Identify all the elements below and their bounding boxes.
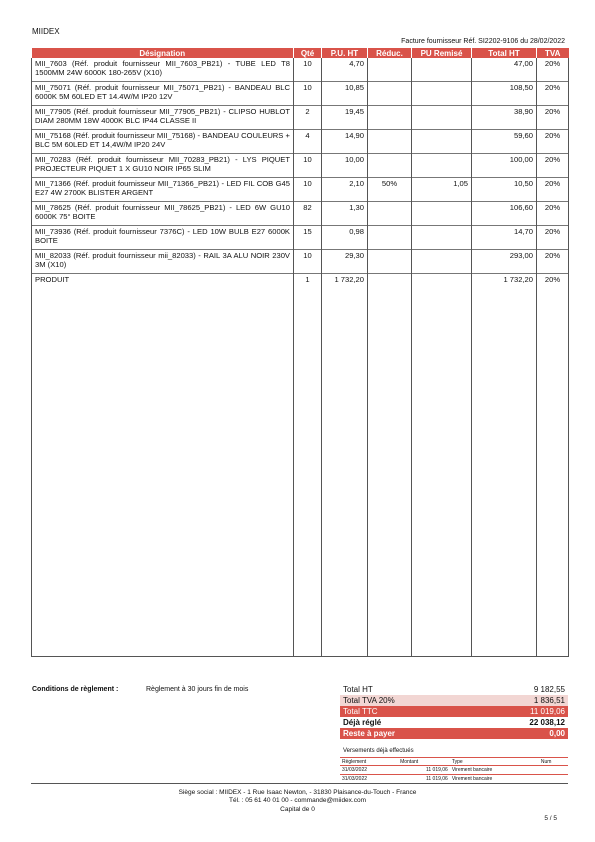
table-row bbox=[32, 153, 569, 177]
cell-qty: 82 bbox=[294, 201, 322, 225]
cell-vat: 20% bbox=[537, 58, 569, 81]
cell-total: 47,00 bbox=[472, 58, 537, 81]
table-row bbox=[32, 273, 569, 287]
cell-qty: 10 bbox=[294, 249, 322, 273]
cell-discounted-price bbox=[412, 273, 472, 287]
remaining-label: Reste à payer bbox=[343, 729, 396, 738]
cell-total: 293,00 bbox=[472, 249, 537, 273]
payment-amount: 11 019,06 bbox=[398, 766, 450, 775]
cell-discounted-price bbox=[412, 225, 472, 249]
payment-date: 31/03/2022 bbox=[340, 775, 398, 784]
payments-table bbox=[340, 757, 568, 784]
col-unit-price: P.U. HT bbox=[322, 48, 368, 58]
cell-total: 38,90 bbox=[472, 105, 537, 129]
total-ttc-label: Total TTC bbox=[343, 707, 378, 716]
cell-total: 10,50 bbox=[472, 177, 537, 201]
remaining-value: 0,00 bbox=[549, 729, 565, 738]
table-row bbox=[32, 177, 569, 201]
cell-discount bbox=[368, 273, 412, 287]
cell-discount bbox=[368, 153, 412, 177]
cell-qty: 10 bbox=[294, 81, 322, 105]
cell-unit-price: 1,30 bbox=[322, 201, 368, 225]
cell-discounted-price bbox=[412, 201, 472, 225]
cell-total: 59,60 bbox=[472, 129, 537, 153]
totals-box bbox=[340, 684, 568, 739]
remaining-row bbox=[340, 728, 568, 739]
invoice-lines-table bbox=[31, 48, 569, 657]
cell-discounted-price bbox=[412, 129, 472, 153]
total-ht-row bbox=[340, 684, 568, 695]
col-designation: Désignation bbox=[32, 48, 294, 58]
table-header bbox=[32, 48, 569, 58]
cell-designation: MII_70283 (Réf. produit fournisseur MII_70283_PB21) - LYS PIQUET PROJECTEUR PIQUET 1 X GU10 NOIR IP65 SLIM bbox=[32, 153, 294, 177]
cell-vat: 20% bbox=[537, 153, 569, 177]
payment-terms-label: Conditions de règlement : bbox=[32, 686, 119, 693]
table-row bbox=[32, 225, 569, 249]
cell-designation: MII_75168 (Réf. produit fournisseur MII_75168) - BANDEAU COULEURS + BLC 5M 60LED ET 14,4W/M IP20 24V bbox=[32, 129, 294, 153]
cell-discount bbox=[368, 81, 412, 105]
cell-designation: MII_71366 (Réf. produit fournisseur MII_71366_PB21) - LED FIL COB G45 E27 4W 2700K BLISTER ARGENT bbox=[32, 177, 294, 201]
total-vat-label: Total TVA 20% bbox=[343, 696, 395, 705]
table-row bbox=[32, 81, 569, 105]
cell-discount: 50% bbox=[368, 177, 412, 201]
footer-divider bbox=[31, 783, 568, 784]
cell-designation: PRODUIT bbox=[32, 273, 294, 287]
table-row bbox=[32, 201, 569, 225]
cell-unit-price: 0,98 bbox=[322, 225, 368, 249]
col-discounted-price: PU Remisé bbox=[412, 48, 472, 58]
cell-discount bbox=[368, 201, 412, 225]
page-number: 5 / 5 bbox=[544, 815, 557, 822]
cell-total: 14,70 bbox=[472, 225, 537, 249]
cell-discounted-price bbox=[412, 81, 472, 105]
cell-discount bbox=[368, 129, 412, 153]
already-paid-value: 22 038,12 bbox=[529, 718, 565, 727]
cell-designation: MII_78625 (Réf. produit fournisseur MII_78625_PB21) - LED 6W GU10 6000K 75° BOITE bbox=[32, 201, 294, 225]
cell-discounted-price bbox=[412, 153, 472, 177]
cell-vat: 20% bbox=[537, 105, 569, 129]
cell-discounted-price: 1,05 bbox=[412, 177, 472, 201]
payment-amount: 11 019,06 bbox=[398, 775, 450, 784]
col-discount: Réduc. bbox=[368, 48, 412, 58]
total-vat-row bbox=[340, 695, 568, 706]
cell-unit-price: 10,85 bbox=[322, 81, 368, 105]
cell-total: 1 732,20 bbox=[472, 273, 537, 287]
payment-terms-value: Règlement à 30 jours fin de mois bbox=[146, 686, 249, 693]
payments-header bbox=[340, 758, 568, 766]
cell-total: 108,50 bbox=[472, 81, 537, 105]
payment-num bbox=[539, 766, 568, 775]
cell-discount bbox=[368, 105, 412, 129]
cell-designation: MII_7603 (Réf. produit fournisseur MII_7603_PB21) - TUBE LED T8 1500MM 24W 6000K 180-265V (X10) bbox=[32, 58, 294, 81]
cell-qty: 2 bbox=[294, 105, 322, 129]
cell-designation: MII_77905 (Réf. produit fournisseur MII_77905_PB21) - CLIPSO HUBLOT DIAM 280MM 18W 4000K BLC IP44 CLASSE II bbox=[32, 105, 294, 129]
footer-address: Siège social : MIIDEX - 1 Rue Isaac Newton, - 31830 Plaisance-du-Touch - France bbox=[178, 789, 417, 796]
payments-col-amount: Montant bbox=[398, 758, 450, 766]
table-row bbox=[32, 58, 569, 81]
company-name: MIIDEX bbox=[32, 27, 60, 36]
cell-unit-price: 1 732,20 bbox=[322, 273, 368, 287]
total-vat-value: 1 836,51 bbox=[533, 696, 565, 705]
cell-vat: 20% bbox=[537, 129, 569, 153]
table-row bbox=[32, 105, 569, 129]
cell-unit-price: 14,90 bbox=[322, 129, 368, 153]
payments-col-num: Num bbox=[539, 758, 568, 766]
table-bottom bbox=[32, 656, 569, 657]
invoice-reference: Facture fournisseur Réf. SI2202-9106 du 28/02/2022 bbox=[401, 38, 565, 45]
cell-unit-price: 2,10 bbox=[322, 177, 368, 201]
cell-discounted-price bbox=[412, 105, 472, 129]
cell-vat: 20% bbox=[537, 81, 569, 105]
col-qty: Qté bbox=[294, 48, 322, 58]
cell-vat: 20% bbox=[537, 249, 569, 273]
payments-title: Versements déjà effectués bbox=[343, 748, 414, 754]
cell-discounted-price bbox=[412, 249, 472, 273]
payment-type: Virement bancaire bbox=[450, 775, 539, 784]
cell-discount bbox=[368, 225, 412, 249]
already-paid-label: Déjà réglé bbox=[343, 718, 382, 727]
total-ht-value: 9 182,55 bbox=[533, 685, 565, 694]
total-ttc-value: 11 019,06 bbox=[530, 707, 565, 716]
cell-unit-price: 10,00 bbox=[322, 153, 368, 177]
cell-qty: 15 bbox=[294, 225, 322, 249]
table-row bbox=[32, 129, 569, 153]
cell-vat: 20% bbox=[537, 273, 569, 287]
payment-date: 31/03/2022 bbox=[340, 766, 398, 775]
cell-total: 100,00 bbox=[472, 153, 537, 177]
cell-qty: 1 bbox=[294, 273, 322, 287]
payment-row bbox=[340, 766, 568, 775]
footer-capital: Capital de 0 bbox=[280, 806, 315, 813]
cell-qty: 10 bbox=[294, 153, 322, 177]
footer-contact: Tél. : 05 61 40 01 00 - commande@miidex.com bbox=[228, 797, 367, 804]
cell-total: 106,60 bbox=[472, 201, 537, 225]
cell-unit-price: 29,30 bbox=[322, 249, 368, 273]
cell-unit-price: 19,45 bbox=[322, 105, 368, 129]
payment-type: Virement bancaire bbox=[450, 766, 539, 775]
col-total: Total HT bbox=[472, 48, 537, 58]
already-paid-row bbox=[340, 717, 568, 728]
cell-qty: 4 bbox=[294, 129, 322, 153]
total-ht-label: Total HT bbox=[343, 685, 373, 694]
cell-unit-price: 4,70 bbox=[322, 58, 368, 81]
table-filler bbox=[32, 287, 569, 656]
cell-qty: 10 bbox=[294, 177, 322, 201]
cell-vat: 20% bbox=[537, 177, 569, 201]
cell-qty: 10 bbox=[294, 58, 322, 81]
col-vat: TVA bbox=[537, 48, 569, 58]
cell-designation: MII_82033 (Réf. produit fournisseur mii_82033) - RAIL 3A ALU NOIR 230V 3M (X10) bbox=[32, 249, 294, 273]
cell-discounted-price bbox=[412, 58, 472, 81]
cell-vat: 20% bbox=[537, 225, 569, 249]
table-row bbox=[32, 249, 569, 273]
cell-vat: 20% bbox=[537, 201, 569, 225]
payments-col-type: Type bbox=[450, 758, 539, 766]
cell-discount bbox=[368, 249, 412, 273]
cell-discount bbox=[368, 58, 412, 81]
payments-col-date: Règlement bbox=[340, 758, 398, 766]
cell-designation: MII_75071 (Réf. produit fournisseur MII_75071_PB21) - BANDEAU BLC 6000K 5M 60LED ET 14.4W/M IP20 12V bbox=[32, 81, 294, 105]
total-ttc-row bbox=[340, 706, 568, 717]
cell-designation: MII_73936 (Réf. produit fournisseur 7376C) - LED 10W BULB E27 6000K BOITE bbox=[32, 225, 294, 249]
